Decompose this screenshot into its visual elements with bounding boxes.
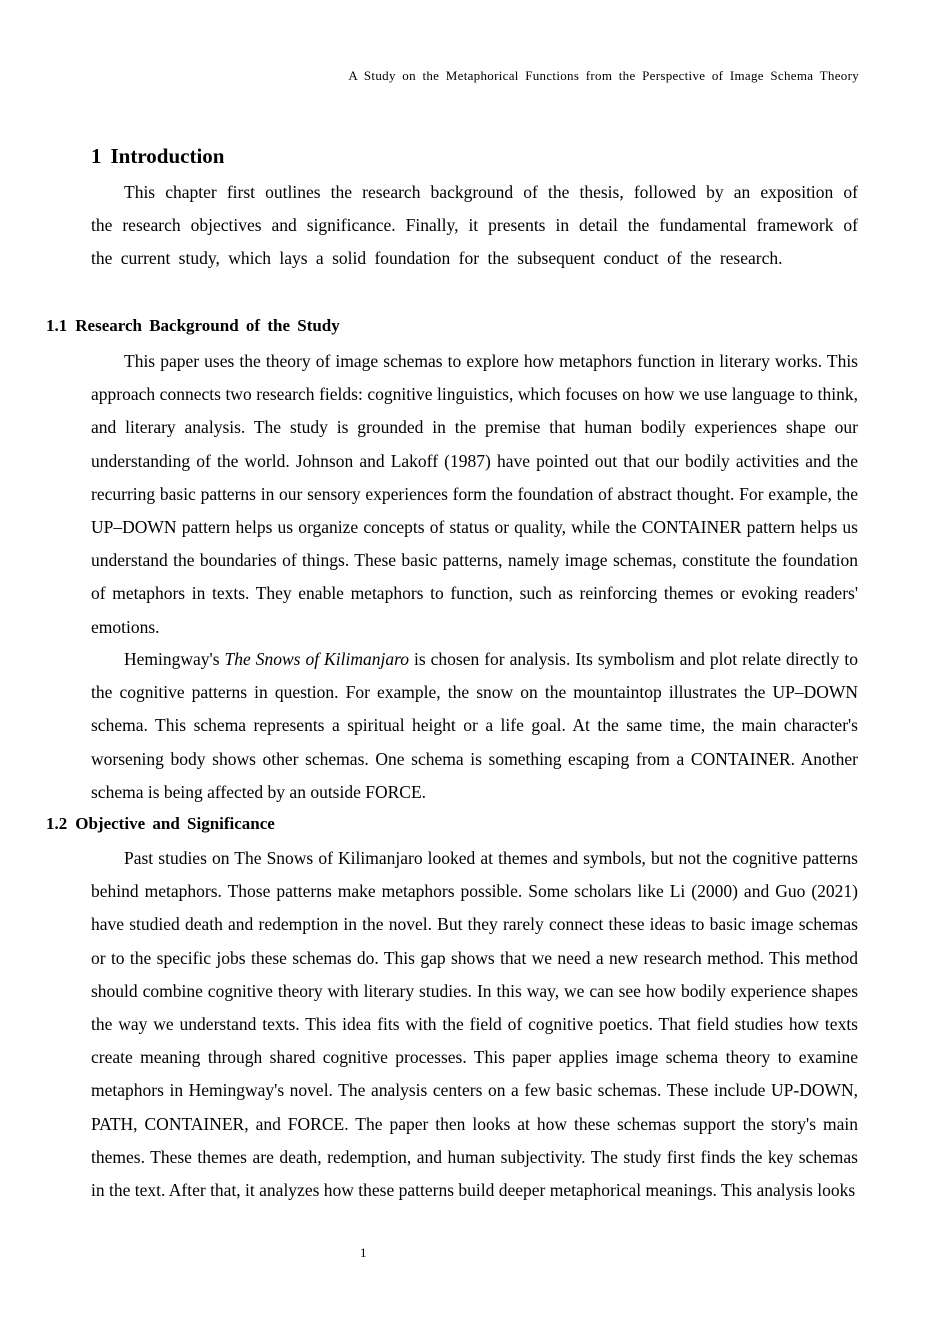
- section-number: 1.2: [46, 814, 68, 833]
- chapter-intro-paragraph: This chapter first outlines the research background of the thesis, followed by an exposition of the research objectives and significance. Finally, it presents in detail the fundamental framework of the current study, which lays a solid foundation for the subsequent conduct of the research.: [91, 182, 858, 269]
- section-number: 1.1: [46, 316, 68, 335]
- section-title: Research Background of the Study: [75, 316, 340, 335]
- chapter-number: 1: [91, 144, 102, 168]
- section-heading-1-1: [46, 316, 340, 336]
- paragraph-rest: is chosen for analysis. Its symbolism and plot relate directly to the cognitive patterns in question. For example, the snow on the mountaintop illustrates the UP–DOWN schema. This schema represents a spiritual height or a life goal. At the same time, the main character's worsening body shows other schemas. One schema is something escaping from a CONTAINER. Another schema is being affected by an outside FORCE.: [91, 649, 859, 802]
- section-1-2-paragraph-1: Past studies on The Snows of Kilimanjaro looked at themes and symbols, but not the cognitive patterns behind metaphors. Those patterns make metaphors possible. Some scholars like Li (2000) and Guo (2021) have studied death and redemption in the novel. But they rarely connect these ideas to basic image schemas or to the specific jobs these schemas do. This gap shows that we need a new research method. This method should combine cognitive theory with literary studies. In this way, we can see how bodily experience shapes the way we understand texts. This idea fits with the field of cognitive poetics. That field studies how texts create meaning through shared cognitive processes. This paper applies image schema theory to examine metaphors in Hemingway's novel. The analysis centers on a few basic schemas. These include UP-DOWN, PATH, CONTAINER, and FORCE. The paper then looks at how these schemas support the story's main themes. These themes are death, redemption, and human subjectivity. The study first finds the key schemas in the text. After that, it analyzes how these patterns build deeper metaphorical meanings. This analysis looks: [91, 848, 858, 1201]
- chapter-title: [91, 144, 224, 169]
- chapter-title-text: Introduction: [110, 144, 225, 168]
- running-header: A Study on the Metaphorical Functions from the Perspective of Image Schema Theory: [348, 68, 859, 83]
- book-title: The Snows of Kilimanjaro: [224, 649, 409, 669]
- section-title: Objective and Significance: [75, 814, 275, 833]
- section-1-1-paragraph-2: [91, 643, 858, 809]
- section-heading-1-2: [46, 814, 275, 834]
- paragraph-lead: Hemingway's: [124, 649, 225, 669]
- section-1-1-paragraph-1: This paper uses the theory of image schemas to explore how metaphors function in literary works. This approach connects two research fields: cognitive linguistics, which focuses on how we use language to think, and literary analysis. The study is grounded in the premise that human bodily experiences shape our understanding of the world. Johnson and Lakoff (1987) have pointed out that our bodily activities and the recurring basic patterns in our sensory experiences form the foundation of abstract thought. For example, the UP–DOWN pattern helps us organize concepts of status or quality, while the CONTAINER pattern helps us understand the boundaries of things. These basic patterns, namely image schemas, constitute the foundation of metaphors in texts. They enable metaphors to function, such as reinforcing themes or evoking readers' emotions.: [91, 351, 858, 637]
- page-number: 1: [360, 1245, 367, 1260]
